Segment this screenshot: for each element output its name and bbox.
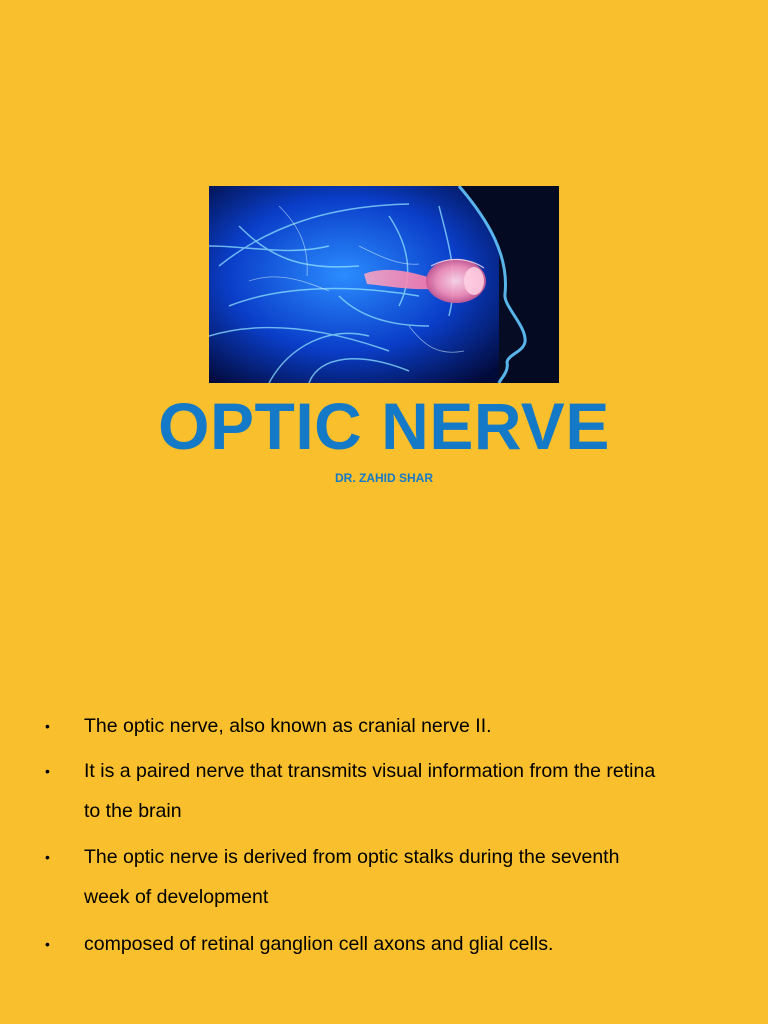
bullet-icon: • xyxy=(45,718,50,734)
bullet-text: The optic nerve, also known as cranial nerve II. xyxy=(84,715,492,737)
author-name: DR. ZAHID SHAR xyxy=(335,471,433,485)
bullet-text: composed of retinal ganglion cell axons and glial cells. xyxy=(84,933,554,955)
bullet-icon: • xyxy=(45,849,50,865)
bullet-icon: • xyxy=(45,936,50,952)
bullet-text: It is a paired nerve that transmits visual information from the retina to the brain xyxy=(84,760,656,822)
bullet-icon: • xyxy=(45,763,50,779)
skull-optic-nerve-illustration xyxy=(209,186,559,383)
page-title: OPTIC NERVE xyxy=(158,389,610,463)
bullet-text: The optic nerve is derived from optic stalks during the seventh week of development xyxy=(84,846,620,908)
